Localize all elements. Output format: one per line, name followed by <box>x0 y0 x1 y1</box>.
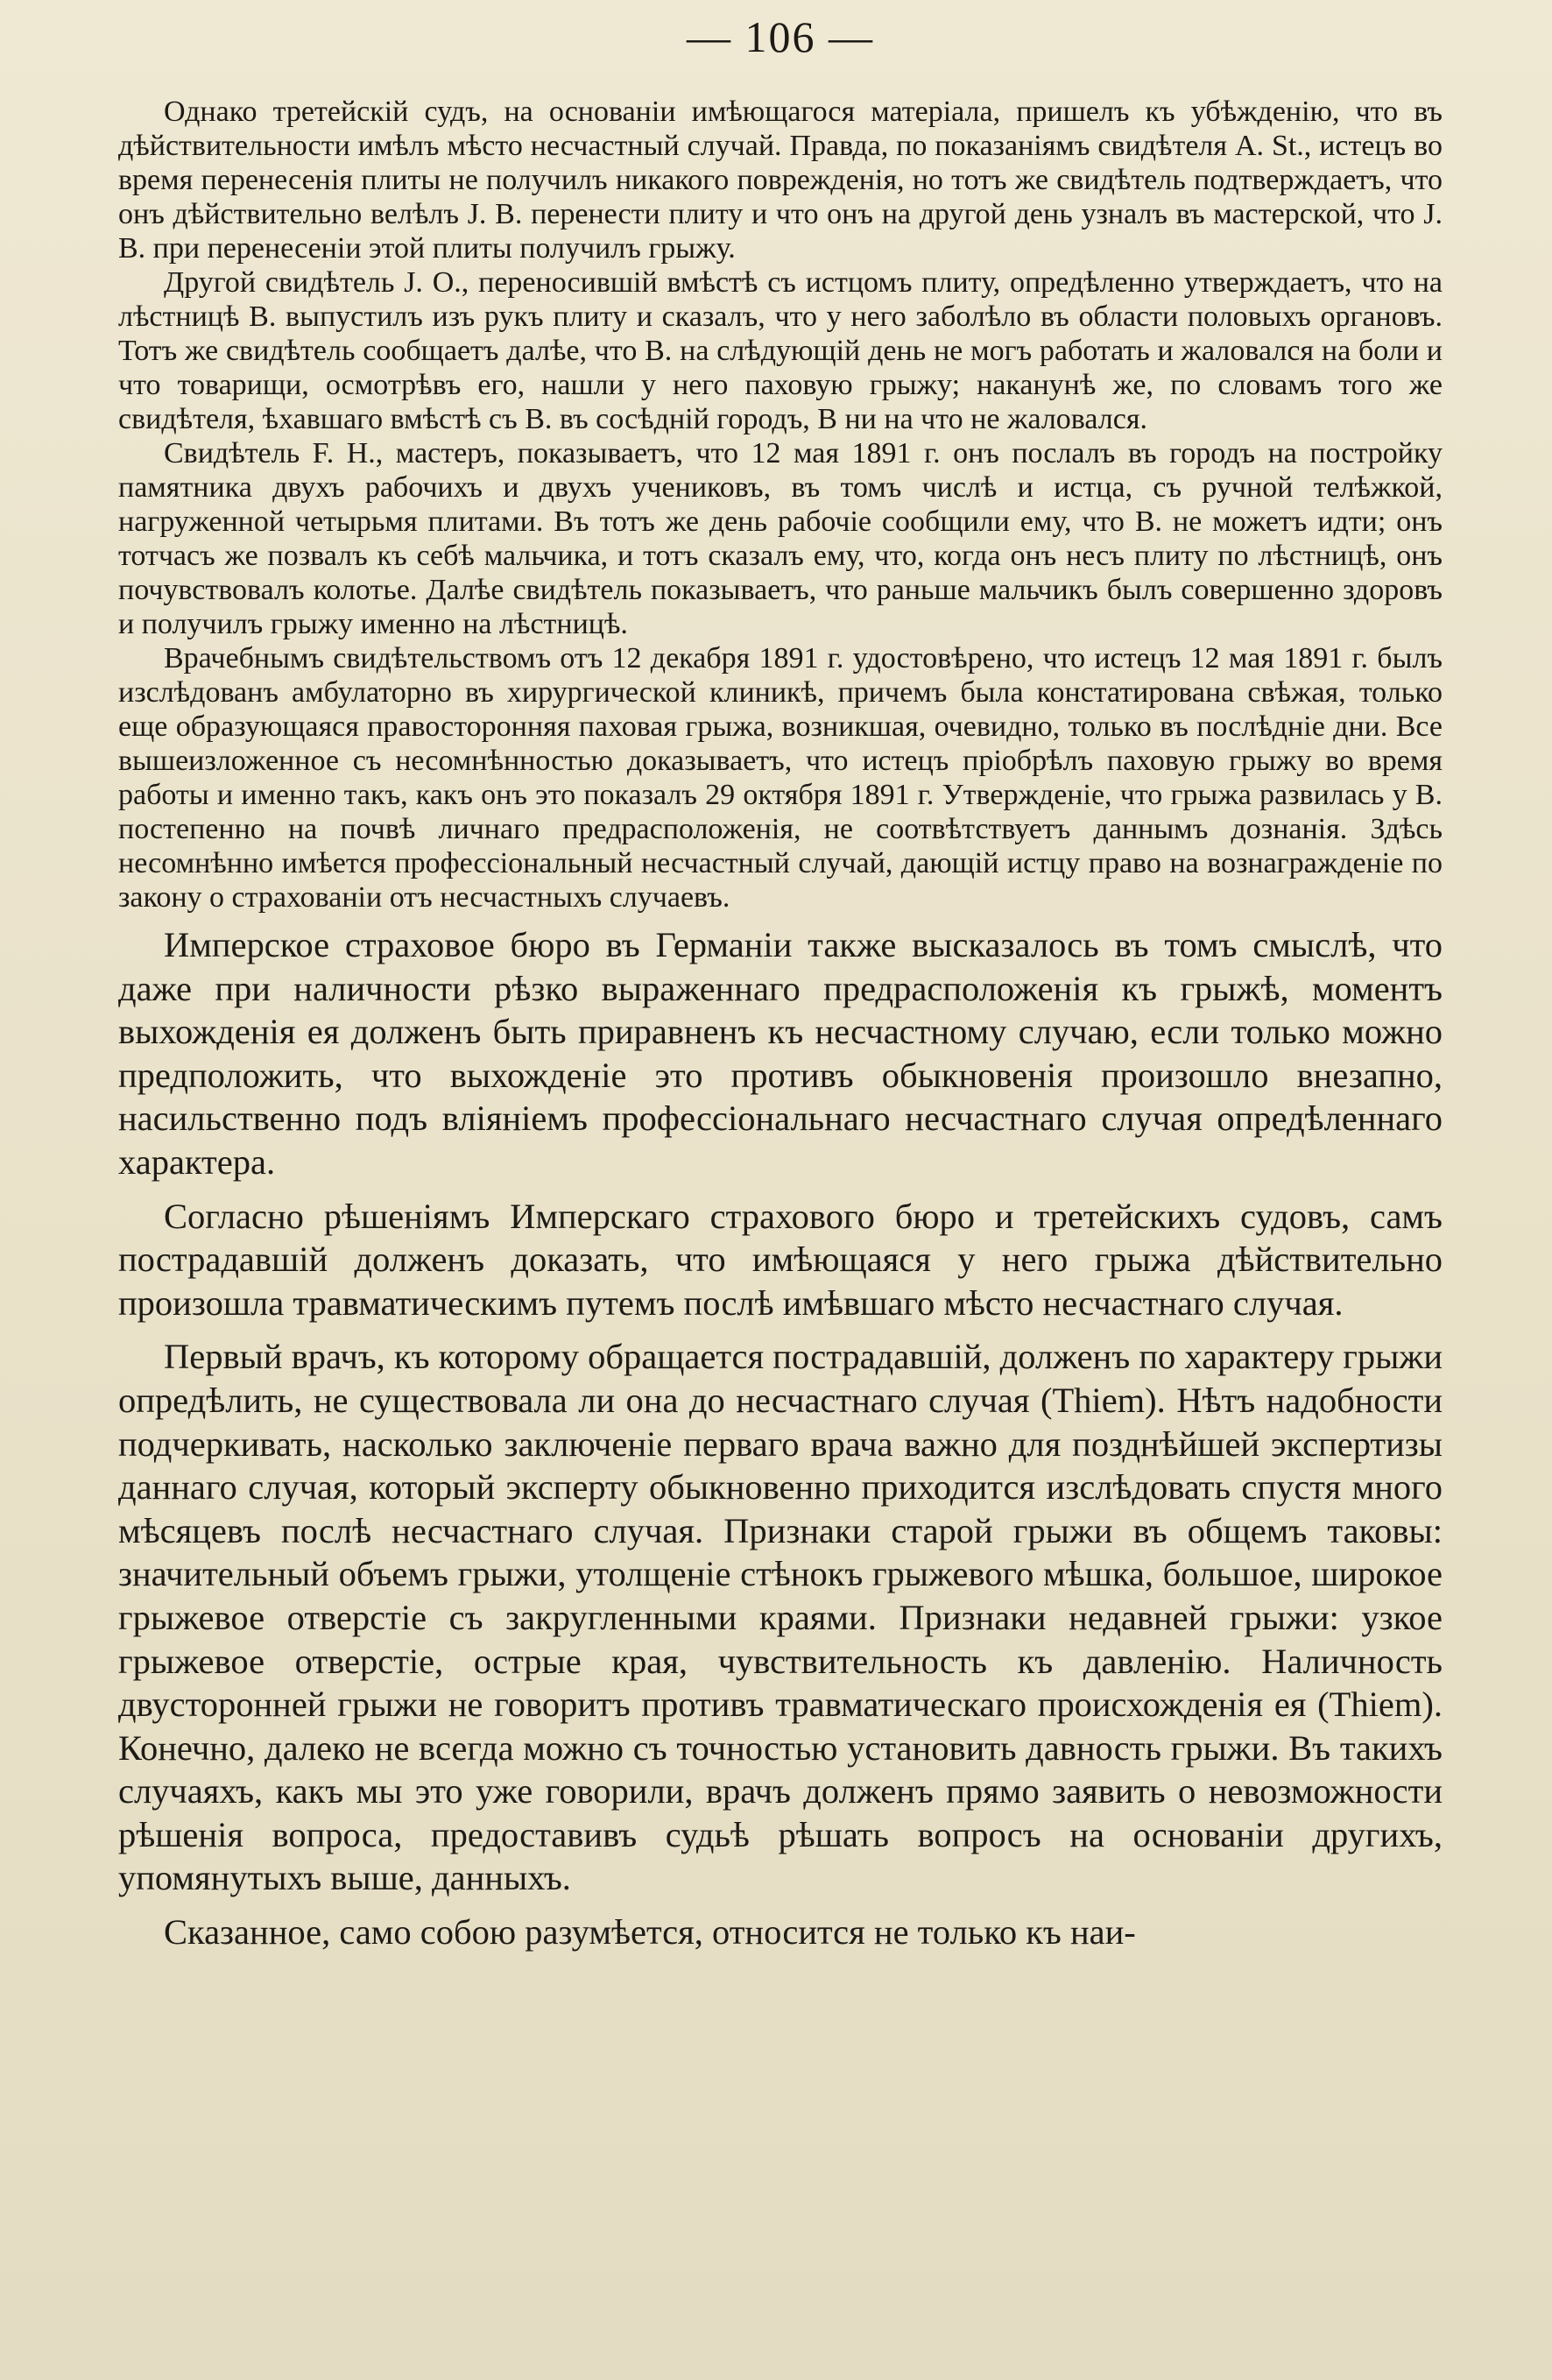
paragraph-continuation: Сказанное, само собою разумѣется, относится не только къ наи- <box>164 1912 1136 1953</box>
paragraph-imperial-bureau: Имперское страховое бюро въ Германіи также высказалось въ томъ смыслѣ, что даже при наличности рѣзко выраженнаго предрасположенія къ грыжѣ, моментъ выхожденія ея долженъ быть приравненъ къ несчастному случаю, если только можно предположить, что выхожденіе это противъ обыкновенія произошло внезапно, насильственно подъ вліяніемъ профессіональнаго несчастнаго случая опредѣленнаго характера. <box>118 925 1443 1182</box>
main-text-section <box>118 923 1443 1954</box>
paragraph-witness-fh: Свидѣтель F. H., мастеръ, показываетъ, что 12 мая 1891 г. онъ послалъ въ городъ на постройку памятника двухъ рабочихъ и двухъ учениковъ, въ томъ числѣ и истца, съ ручной телѣжкой, нагруженной четырьмя плитами. Въ тотъ же день рабочіе сообщили ему, что B. не можетъ идти; онъ тотчасъ же позвалъ къ себѣ мальчика, и тотъ сказалъ ему, что, когда онъ несъ плиту по лѣстницѣ, онъ почувствовалъ колотье. Далѣе свидѣтель показываетъ, что раньше мальчикъ былъ совершенно здоровъ и получилъ грыжу именно на лѣстницѣ. <box>118 437 1443 640</box>
page-number: — 106 — <box>687 12 874 61</box>
small-print-section <box>118 95 1443 915</box>
section-gap <box>118 915 1443 923</box>
paragraph-tribunal-conclusion: Однако третейскій судъ, на основаніи имѣющагося матеріала, пришелъ къ убѣжденію, что въ дѣйствительности имѣлъ мѣсто несчастный случай. Правда, по показаніямъ свидѣтеля A. St., истецъ во время перенесенія плиты не получилъ никакого поврежденія, но тотъ же свидѣтель подтверждаетъ, что онъ дѣйствительно велѣлъ J. B. перенести плиту и что онъ на другой день узналъ въ мастерской, что J. B. при перенесеніи этой плиты получилъ грыжу. <box>118 95 1443 265</box>
paragraph-witness-jo: Другой свидѣтель J. O., переносившій вмѣстѣ съ истцомъ плиту, опредѣленно утверждаетъ, что на лѣстницѣ B. выпустилъ изъ рукъ плиту и сказалъ, что у него заболѣло въ области половыхъ органовъ. Тотъ же свидѣтель сообщаетъ далѣе, что B. на слѣдующій день не могъ работать и жаловался на боли и что товарищи, осмотрѣвъ его, нашли у него паховую грыжу; наканунѣ же, по словамъ того же свидѣтеля, ѣхавшаго вмѣстѣ съ B. въ сосѣдній городъ, B ни на что не жаловался. <box>118 266 1443 435</box>
paragraph-burden-of-proof: Согласно рѣшеніямъ Имперскаго страхового бюро и третейскихъ судовъ, самъ пострадавшій долженъ доказать, что имѣющаяся у него грыжа дѣйствительно произошла травматическимъ путемъ послѣ имѣвшаго мѣсто несчастнаго случая. <box>118 1196 1443 1323</box>
paragraph-medical-certificate: Врачебнымъ свидѣтельствомъ отъ 12 декабря 1891 г. удостовѣрено, что истецъ 12 мая 1891 г. былъ изслѣдованъ амбулаторно въ хирургической клиникѣ, причемъ была констатирована свѣжая, только еще образующаяся правосторонняя паховая грыжа, возникшая, очевидно, только въ послѣдніе дни. Все вышеизложенное съ несомнѣнностью доказываетъ, что истецъ пріобрѣлъ паховую грыжу во время работы и именно такъ, какъ онъ это показалъ 29 октября 1891 г. Утвержденіе, что грыжа развилась у B. постепенно на почвѣ личнаго предрасположенія, не соотвѣтствуетъ даннымъ дознанія. Здѣсь несомнѣнно имѣется профессіональный несчастный случай, дающій истцу право на вознагражденіе по закону о страхованіи отъ несчастныхъ случаевъ. <box>118 642 1443 914</box>
paragraph-first-doctor: Первый врачъ, къ которому обращается пострадавшій, долженъ по характеру грыжи опредѣлить, не существовала ли она до несчастнаго случая (Thiem). Нѣтъ надобности подчеркивать, насколько заключеніе перваго врача важно для позднѣйшей экспертизы даннаго случая, который эксперту обыкновенно приходится изслѣдовать спустя много мѣсяцевъ послѣ несчастнаго случая. Признаки старой грыжи въ общемъ таковы: значительный объемъ грыжи, утолщеніе стѣнокъ грыжевого мѣшка, большое, широкое грыжевое отверстіе съ закругленными краями. Признаки недавней грыжи: узкое грыжевое отверстіе, острые края, чувствительность къ давленію. Наличность двусторонней грыжи не говоритъ противъ травматическаго происхожденія ея (Thiem). Конечно, далеко не всегда можно съ точностью установить давность грыжи. Въ такихъ случаяхъ, какъ мы это уже говорили, врачъ долженъ прямо заявить о невозможности рѣшенія вопроса, предоставивъ судьѣ рѣшать вопросъ на основаніи другихъ, упомянутыхъ выше, данныхъ. <box>118 1337 1443 1898</box>
